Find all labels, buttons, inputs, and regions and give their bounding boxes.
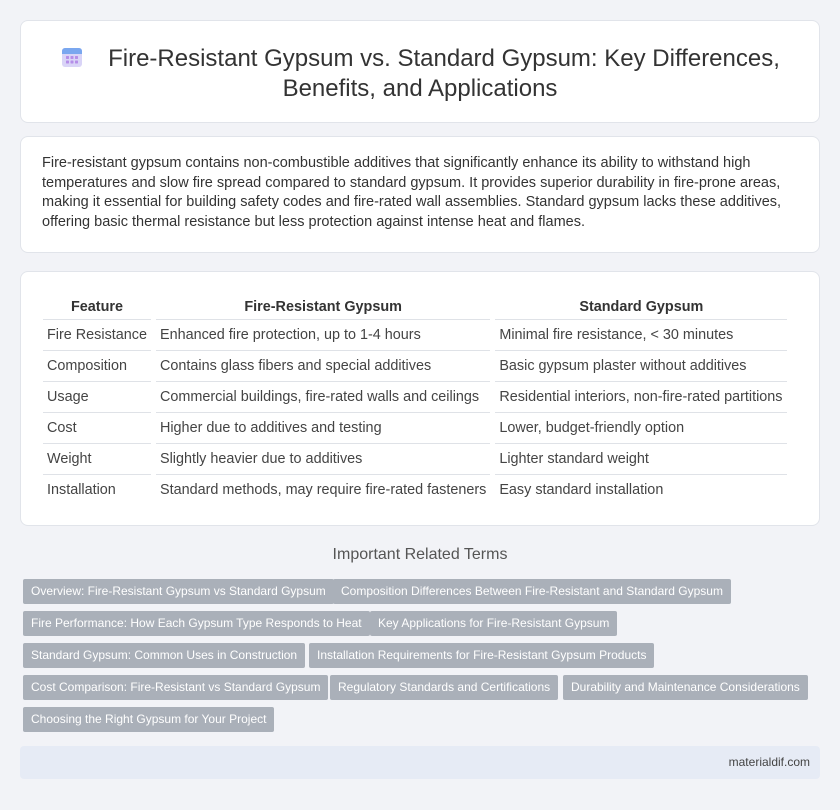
related-term-tag[interactable]: Overview: Fire-Resistant Gypsum vs Standard Gypsum bbox=[23, 579, 334, 604]
feature-cell: Installation bbox=[43, 474, 151, 505]
feature-cell: Fire Resistance bbox=[43, 319, 151, 350]
fire-resistant-cell: Commercial buildings, fire-rated walls and ceilings bbox=[156, 381, 490, 412]
column-header-feature: Feature bbox=[70, 299, 123, 315]
feature-cell: Cost bbox=[43, 412, 151, 443]
feature-cell: Usage bbox=[43, 381, 151, 412]
comparison-table bbox=[38, 295, 792, 505]
standard-cell: Residential interiors, non-fire-rated partitions bbox=[495, 381, 787, 412]
title-text-line1: Fire-Resistant Gypsum vs. Standard Gypsum: Key Differences, bbox=[108, 45, 780, 72]
table-row bbox=[43, 319, 787, 350]
related-term-tag[interactable]: Key Applications for Fire-Resistant Gypsum bbox=[370, 611, 617, 636]
standard-cell: Minimal fire resistance, < 30 minutes bbox=[495, 319, 787, 350]
table-row bbox=[43, 350, 787, 381]
title-card bbox=[20, 20, 820, 123]
standard-cell: Lower, budget-friendly option bbox=[495, 412, 787, 443]
feature-cell: Weight bbox=[43, 443, 151, 474]
intro-paragraph: Fire-resistant gypsum contains non-combustible additives that significantly enhance its ability to withstand high temperatures and slow fire spread compared to standard gypsum. It provides superior durability in fire-prone areas, making it essential for building safety codes and fire-rated wall assemblies. Standard gypsum lacks these additives, offering basic thermal resistance but less protection against intense heat and flames. bbox=[42, 155, 782, 230]
fire-resistant-cell: Slightly heavier due to additives bbox=[156, 443, 490, 474]
related-term-tag[interactable]: Cost Comparison: Fire-Resistant vs Standard Gypsum bbox=[23, 675, 328, 700]
related-term-tag[interactable]: Durability and Maintenance Considerations bbox=[563, 675, 808, 700]
table-calendar-icon bbox=[60, 45, 84, 69]
related-term-tag[interactable]: Standard Gypsum: Common Uses in Construction bbox=[23, 643, 305, 668]
standard-cell: Basic gypsum plaster without additives bbox=[495, 350, 787, 381]
related-term-tag[interactable]: Fire Performance: How Each Gypsum Type Responds to Heat bbox=[23, 611, 370, 636]
title-text-line2: Benefits, and Applications bbox=[282, 75, 558, 102]
table-row bbox=[43, 474, 787, 505]
table-row bbox=[43, 412, 787, 443]
fire-resistant-cell: Higher due to additives and testing bbox=[156, 412, 490, 443]
fire-resistant-cell: Enhanced fire protection, up to 1-4 hours bbox=[156, 319, 490, 350]
column-header-fire-resistant: Fire-Resistant Gypsum bbox=[244, 299, 402, 315]
comparison-card bbox=[20, 271, 820, 526]
related-term-tag[interactable]: Regulatory Standards and Certifications bbox=[330, 675, 558, 700]
table-row bbox=[43, 443, 787, 474]
related-term-tag[interactable]: Installation Requirements for Fire-Resistant Gypsum Products bbox=[309, 643, 654, 668]
intro-card bbox=[20, 136, 820, 253]
fire-resistant-cell: Standard methods, may require fire-rated fasteners bbox=[156, 474, 490, 505]
standard-cell: Easy standard installation bbox=[495, 474, 787, 505]
table-header-row bbox=[43, 295, 787, 319]
related-term-tag[interactable]: Composition Differences Between Fire-Resistant and Standard Gypsum bbox=[333, 579, 731, 604]
feature-cell: Composition bbox=[43, 350, 151, 381]
standard-cell: Lighter standard weight bbox=[495, 443, 787, 474]
related-term-tag[interactable]: Choosing the Right Gypsum for Your Project bbox=[23, 707, 274, 732]
page-title bbox=[21, 21, 819, 122]
footer bbox=[20, 746, 820, 779]
column-header-standard: Standard Gypsum bbox=[579, 299, 704, 315]
related-terms-heading: Important Related Terms bbox=[332, 546, 508, 563]
table-row bbox=[43, 381, 787, 412]
site-link[interactable]: materialdif.com bbox=[728, 755, 810, 769]
fire-resistant-cell: Contains glass fibers and special additives bbox=[156, 350, 490, 381]
